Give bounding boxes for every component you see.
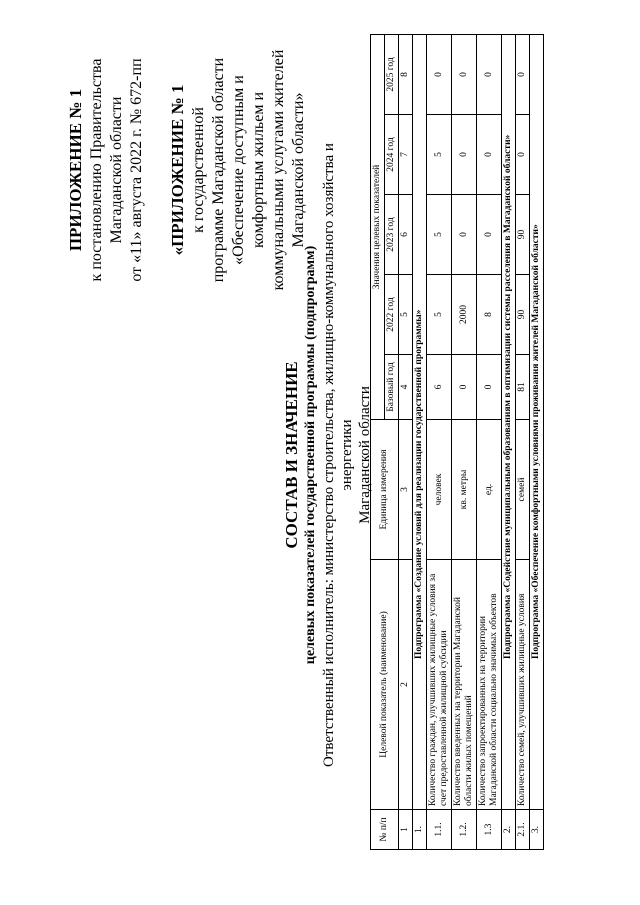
subprogram-num: 3. <box>530 810 544 850</box>
inner-appendix-line: «Обеспечение доступным и <box>230 75 247 265</box>
inner-appendix-title: «ПРИЛОЖЕНИЕ № 1 <box>168 84 187 256</box>
row-2023: 5 <box>427 195 452 275</box>
row-base: 0 <box>477 355 502 420</box>
row-unit: семей <box>516 420 530 560</box>
appendix-block <box>65 35 309 305</box>
row-2024: 0 <box>516 115 530 195</box>
appendix-line: Магаданской области <box>108 96 125 244</box>
row-2025: 0 <box>477 34 502 114</box>
col-number: 6 <box>399 195 413 275</box>
col-number: 3 <box>399 420 413 560</box>
appendix-line: к постановлению Правительства <box>88 58 105 282</box>
row-indicator: Количество семей, улучшивших жилищные условия <box>516 560 530 810</box>
row-2024: 5 <box>427 115 452 195</box>
row-num: 1.2. <box>452 810 477 850</box>
responsible-executor: Ответственный исполнитель: министерство строительства, жилищно-коммунального хозяйства и энергетики <box>321 143 355 767</box>
inner-appendix-line: Магаданской области» <box>290 92 307 248</box>
row-unit: человек <box>427 420 452 560</box>
table-row <box>477 34 502 849</box>
inner-appendix-line: комфортным жильем и <box>250 91 267 249</box>
subprogram-row <box>502 34 516 849</box>
col-number: 7 <box>399 115 413 195</box>
col-number: 4 <box>399 355 413 420</box>
appendix-date-line: от «11» августа 2022 г. № 672-пп <box>128 58 145 282</box>
row-2023: 0 <box>452 195 477 275</box>
inner-appendix-line: к государственной <box>190 107 207 233</box>
subprogram-title: Подпрограмма «Содействие муниципальным образованиям в оптимизации системы расселения в Магаданской области» <box>502 34 516 809</box>
col-header-2024: 2024 год <box>385 115 399 195</box>
table-row <box>452 34 477 849</box>
row-2025: 0 <box>427 34 452 114</box>
col-header-2025: 2025 год <box>385 34 399 114</box>
row-2025: 0 <box>516 34 530 114</box>
subprogram-row <box>530 34 544 849</box>
row-2024: 0 <box>477 115 502 195</box>
row-indicator: Количество введенных на территории Магаданской области жилых помещений <box>452 560 477 810</box>
col-header-2022: 2022 год <box>385 275 399 355</box>
column-numbers-row <box>399 34 413 849</box>
row-base: 81 <box>516 355 530 420</box>
appendix-title: ПРИЛОЖЕНИЕ № 1 <box>66 88 85 252</box>
col-number: 1 <box>399 810 413 850</box>
subprogram-title: Подпрограмма «Создание условий для реализации государственной программы» <box>413 34 427 809</box>
table-row <box>427 34 452 849</box>
col-header-num: № п/п <box>371 810 399 850</box>
row-2024: 0 <box>452 115 477 195</box>
subprogram-num: 2. <box>502 810 516 850</box>
document-subtitle: целевых показателей государственной программы (подпрограмм) <box>303 245 318 665</box>
col-header-unit: Единица измерения <box>371 420 399 560</box>
row-indicator: Количество граждан, улучшивших жилищные условия за счет предоставленной жилищной субсидии <box>427 560 452 810</box>
inner-appendix-line: программе Магаданской области <box>210 57 227 283</box>
row-2022: 2000 <box>452 275 477 355</box>
row-2023: 90 <box>516 195 530 275</box>
col-header-values: Значения целевых показателей <box>371 34 385 419</box>
row-2022: 8 <box>477 275 502 355</box>
inner-appendix-line: коммунальными услугами жителей <box>270 49 287 291</box>
indicators-table <box>370 34 544 850</box>
row-num: 1.3 <box>477 810 502 850</box>
subprogram-num: 1. <box>413 810 427 850</box>
row-2023: 0 <box>477 195 502 275</box>
document-title: СОСТАВ И ЗНАЧЕНИЕ <box>282 361 301 549</box>
col-number: 2 <box>399 560 413 810</box>
row-indicator: Количество запроектированных на территории Магаданской области социально значимых объектов <box>477 560 502 810</box>
col-number: 5 <box>399 275 413 355</box>
col-number: 8 <box>399 34 413 114</box>
row-unit: кв. метры <box>452 420 477 560</box>
row-unit: ед. <box>477 420 502 560</box>
row-num: 2.1. <box>516 810 530 850</box>
row-2022: 5 <box>427 275 452 355</box>
row-2022: 90 <box>516 275 530 355</box>
row-2025: 0 <box>452 34 477 114</box>
subprogram-title: Подпрограмма «Обеспечение комфортными условиями проживания жителей Магаданской области» <box>530 34 544 809</box>
row-base: 0 <box>452 355 477 420</box>
responsible-executor-cont: Магаданской области <box>357 386 373 524</box>
col-header-base: Базовый год <box>385 355 399 420</box>
col-header-indicator: Целевой показатель (наименование) <box>371 560 399 810</box>
document-heading <box>282 115 374 795</box>
table-row <box>516 34 530 849</box>
col-header-2023: 2023 год <box>385 195 399 275</box>
row-num: 1.1. <box>427 810 452 850</box>
subprogram-row <box>413 34 427 849</box>
table-header-row <box>371 34 385 849</box>
row-base: 6 <box>427 355 452 420</box>
